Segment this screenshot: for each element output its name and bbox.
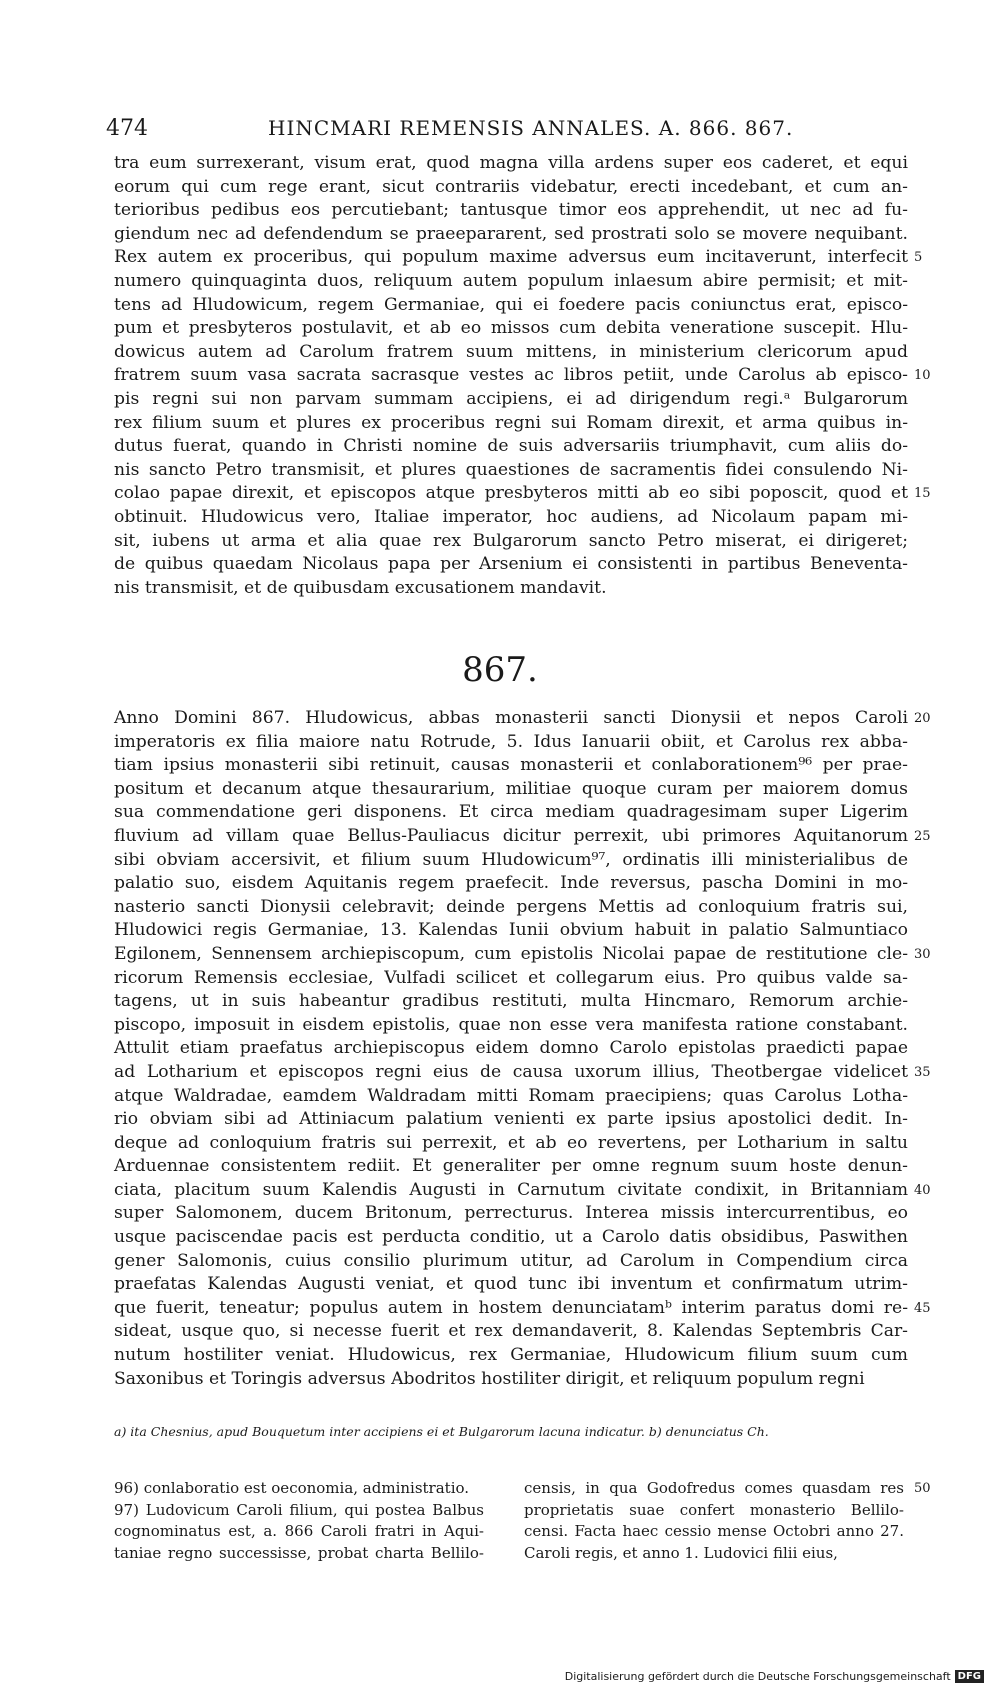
text-line <box>114 482 931 506</box>
text-line <box>114 364 931 388</box>
line-text: Attulit etiam praefatus archiepiscopus eidem domno Carolo epistolas praedicti papae <box>114 1038 908 1059</box>
text-line <box>114 199 908 223</box>
text-line <box>114 778 908 802</box>
text-line <box>114 1368 908 1392</box>
line-text: Anno Domini 867. Hludowicus, abbas monasterii sancti Dionysii et nepos Caroli <box>114 708 908 728</box>
text-line <box>114 1250 908 1274</box>
line-text: colao papae direxit, et episcopos atque presbyteros mitti ab eo sibi poposcit, quod et <box>114 483 908 504</box>
line-text: deque ad conloquium fratris sui perrexit, et ab eo revertens, per Lotharium in saltu <box>114 1132 908 1153</box>
text-line <box>114 459 908 483</box>
text-block-867 <box>114 707 931 1391</box>
line-text: nis sancto Petro transmisit, et plures quaestiones de sacramentis fidei consulendo Ni- <box>114 459 908 480</box>
line-text: numero quinquaginta duos, reliquum autem populum inlaesum abire permisit; et mit- <box>114 270 908 291</box>
line-text: nutum hostiliter veniat. Hludowicus, rex Germaniae, Hludowicum filium suum cum <box>114 1345 908 1366</box>
text-line <box>114 577 908 601</box>
text-line <box>114 223 908 247</box>
text-line <box>114 412 908 436</box>
dfg-logo: DFG <box>955 1670 984 1683</box>
text-line <box>114 1226 908 1250</box>
text-line <box>114 1344 908 1368</box>
line-text: Rex autem ex proceribus, qui populum maxime adversus eum incitaverunt, interfecit <box>114 247 908 268</box>
line-number: 20 <box>914 711 931 726</box>
critical-apparatus: a) ita Chesnius, apud Bouquetum inter accipiens ei et Bulgarorum lacuna indicatur. b) denunciatus Ch. <box>114 1424 769 1439</box>
line-text: proprietatis suae confert monasterio Bellilo- <box>524 1500 904 1519</box>
text-line <box>114 341 908 365</box>
text-line <box>114 1155 908 1179</box>
text-line <box>114 849 908 873</box>
line-text: de quibus quaedam Nicolaus papa per Arsenium ei consistenti in partibus Beneventa- <box>114 554 908 575</box>
line-text: ricorum Remensis ecclesiae, Vulfadi scilicet et collegarum eius. Pro quibus valde sa- <box>114 967 908 988</box>
text-line <box>114 435 908 459</box>
line-number: 40 <box>914 1182 931 1198</box>
text-line <box>114 1297 931 1321</box>
footnotes-left-column <box>114 1478 484 1564</box>
text-line <box>114 990 908 1014</box>
line-text: tiam ipsius monasterii sibi retinuit, causas monasterii et conlaborationem⁹⁶ per prae- <box>114 755 908 776</box>
line-text: dutus fuerat, quando in Christi nomine de suis adversariis triumphavit, cum aliis do- <box>114 436 908 457</box>
line-text: positum et decanum atque thesaurarium, militiae quoque curam per maiorem domus <box>114 778 908 799</box>
digitization-credit <box>565 1670 984 1683</box>
text-line <box>114 1061 931 1085</box>
text-line <box>114 967 908 991</box>
line-number: 5 <box>914 250 923 266</box>
line-text: rex filium suum et plures ex proceribus regni sui Romam direxit, et arma quibus in- <box>114 412 908 433</box>
text-line <box>114 707 931 731</box>
line-text: tagens, ut in suis habeantur gradibus restituti, multa Hincmaro, Remorum archie- <box>114 991 908 1012</box>
line-text: sibi obviam accersivit, et filium suum Hludowicum⁹⁷, ordinatis illi ministerialibus de <box>114 849 908 870</box>
line-text: que fuerit, teneatur; populus autem in hostem denunciatamᵇ interim paratus domi re- <box>114 1297 908 1318</box>
line-number: 10 <box>914 368 931 384</box>
text-line <box>114 1132 908 1156</box>
text-line <box>114 825 931 849</box>
line-text: pum et presbyteros postulavit, et ab eo missos cum debita veneratione suscepit. Hlu- <box>114 318 908 339</box>
line-text: nasterio sancti Dionysii celebravit; deinde pergens Mettis ad conloquium fratris sui, <box>114 896 908 917</box>
text-line <box>114 388 908 412</box>
text-line <box>114 1037 908 1061</box>
line-text: censi. Facta haec cessio mense Octobri anno 27. <box>524 1522 904 1541</box>
text-line <box>114 801 908 825</box>
line-text: nis transmisit, et de quibusdam excusationem mandavit. <box>114 577 607 598</box>
text-line <box>114 294 908 318</box>
line-text: palatio suo, eisdem Aquitanis regem praefecit. Inde reversus, pascha Domini in mo- <box>114 873 908 894</box>
footnote-line <box>524 1521 904 1543</box>
text-line <box>114 1108 908 1132</box>
line-text: super Salomonem, ducem Britonum, perrecturus. Interea missis intercurrentibus, eo <box>114 1203 908 1224</box>
text-line <box>114 896 908 920</box>
text-line <box>114 919 908 943</box>
line-text: sit, iubens ut arma et alia quae rex Bulgarorum sancto Petro miserat, ei dirigeret; <box>114 530 908 551</box>
line-text: Arduennae consistentem rediit. Et generaliter per omne regnum suum hoste denun- <box>114 1156 908 1177</box>
line-text: usque paciscendae pacis est perducta conditio, ut a Carolo datis obsidibus, Paswithen <box>114 1227 908 1248</box>
line-text: tra eum surrexerant, visum erat, quod magna villa ardens super eos caderet, et equi <box>114 153 908 173</box>
line-text: sua commendatione geri disponens. Et circa mediam quadragesimam super Ligerim <box>114 802 908 823</box>
line-text: rio obviam sibi ad Attiniacum palatium venienti ex parte ipsius apostolici dedit. In- <box>114 1109 908 1130</box>
line-text: pis regni sui non parvam summam accipiens, ei ad dirigendum regi.ᵃ Bulgarorum <box>114 388 908 409</box>
line-text: Saxonibus et Toringis adversus Abodritos hostiliter dirigit, et reliquum populum regni <box>114 1368 865 1389</box>
text-line <box>114 1273 908 1297</box>
line-text: imperatoris ex filia maiore natu Rotrude, 5. Idus Ianuarii obiit, et Carolus rex abba- <box>114 731 908 752</box>
text-line <box>114 1014 908 1038</box>
text-line <box>114 754 908 778</box>
text-line <box>114 943 931 967</box>
line-text: censis, in qua Godofredus comes quasdam res <box>524 1479 904 1497</box>
text-line <box>114 1085 908 1109</box>
text-line <box>114 1320 908 1344</box>
text-line <box>114 731 908 755</box>
line-text: fratrem suum vasa sacrata sacrasque vestes ac libros petiit, unde Carolus ab episco- <box>114 365 908 386</box>
text-line <box>114 553 908 577</box>
text-line <box>114 317 908 341</box>
footnote-line: 97) Ludovicum Caroli filium, qui postea Balbus <box>114 1500 484 1519</box>
line-text: tens ad Hludowicum, regem Germaniae, qui ei foedere pacis coniunctus erat, episco- <box>114 294 908 315</box>
line-text: atque Waldradae, eamdem Waldradam mitti Romam praecipiens; quas Carolus Lotha- <box>114 1085 908 1106</box>
footnote-line <box>524 1500 904 1522</box>
line-number: 30 <box>914 946 931 962</box>
footnote-line: 96) conlaboratio est oeconomia, administratio. <box>114 1479 470 1497</box>
text-block-866 <box>114 152 931 600</box>
line-text: Hludowici regis Germaniae, 13. Kalendas Iunii obvium habuit in palatio Salmuntiaco <box>114 920 908 941</box>
text-line <box>114 152 908 176</box>
text-line <box>114 270 908 294</box>
line-text: Egilonem, Sennensem archiepiscopum, cum epistolis Nicolai papae de restitutione cle- <box>114 943 908 964</box>
footnote-line: taniae regno successisse, probat charta Bellilo- <box>114 1543 484 1562</box>
line-text: Caroli regis, et anno 1. Ludovici filii eius, <box>524 1543 838 1562</box>
page-header <box>106 116 892 146</box>
line-text: ciata, placitum suum Kalendis Augusti in Carnutum civitate condixit, in Britanniam <box>114 1179 908 1200</box>
line-text: piscopo, imposuit in eisdem epistolis, quae non esse vera manifesta ratione constabant. <box>114 1014 908 1035</box>
footnotes-right-column <box>524 1478 931 1564</box>
line-text: giendum nec ad defendendum se praeepararent, sed prostrati solo se movere nequibant. <box>114 223 908 244</box>
line-number: 25 <box>914 828 931 844</box>
text-line <box>114 506 908 530</box>
text-line <box>114 246 923 270</box>
line-text: praefatas Kalendas Augusti veniat, et quod tunc ibi inventum et confirmatum utrim- <box>114 1274 908 1295</box>
line-number: 15 <box>914 486 931 502</box>
line-text: dowicus autem ad Carolum fratrem suum mittens, in ministerium clericorum apud <box>114 341 908 362</box>
year-heading: 867. <box>462 650 538 690</box>
line-number: 50 <box>914 1481 931 1496</box>
page-number: 474 <box>106 116 148 141</box>
text-line <box>114 530 908 554</box>
line-text: sideat, usque quo, si necesse fuerit et rex demandaverit, 8. Kalendas Septembris Car- <box>114 1321 908 1342</box>
line-text: terioribus pedibus eos percutiebant; tantusque timor eos apprehendit, ut nec ad fu- <box>114 200 908 221</box>
line-text: ad Lotharium et episcopos regni eius de causa uxorum illius, Theotbergae videlicet <box>114 1061 908 1082</box>
text-line <box>114 1179 931 1203</box>
digitization-note: Digitalisierung gefördert durch die Deutsche Forschungsgemeinschaft <box>564 1670 951 1683</box>
line-text: eorum qui cum rege erant, sicut contrariis videbatur, erecti incedebant, et cum an- <box>114 176 908 197</box>
text-line <box>114 176 908 200</box>
text-line <box>114 872 908 896</box>
running-title: HINCMARI REMENSIS ANNALES. A. 866. 867. <box>268 116 794 140</box>
footnote-line <box>524 1478 931 1500</box>
footnote-line: cognominatus est, a. 866 Caroli fratri in Aqui- <box>114 1522 484 1541</box>
line-text: obtinuit. Hludowicus vero, Italiae imperator, hoc audiens, ad Nicolaum papam mi- <box>114 506 908 527</box>
line-text: fluvium ad villam quae Bellus-Pauliacus dicitur perrexit, ubi primores Aquitanorum <box>114 825 908 846</box>
line-number: 35 <box>914 1064 931 1080</box>
line-number: 45 <box>914 1300 931 1316</box>
line-text: gener Salomonis, cuius consilio plurimum utitur, ad Carolum in Compendium circa <box>114 1250 908 1271</box>
footnote-line <box>524 1543 904 1565</box>
text-line <box>114 1202 908 1226</box>
